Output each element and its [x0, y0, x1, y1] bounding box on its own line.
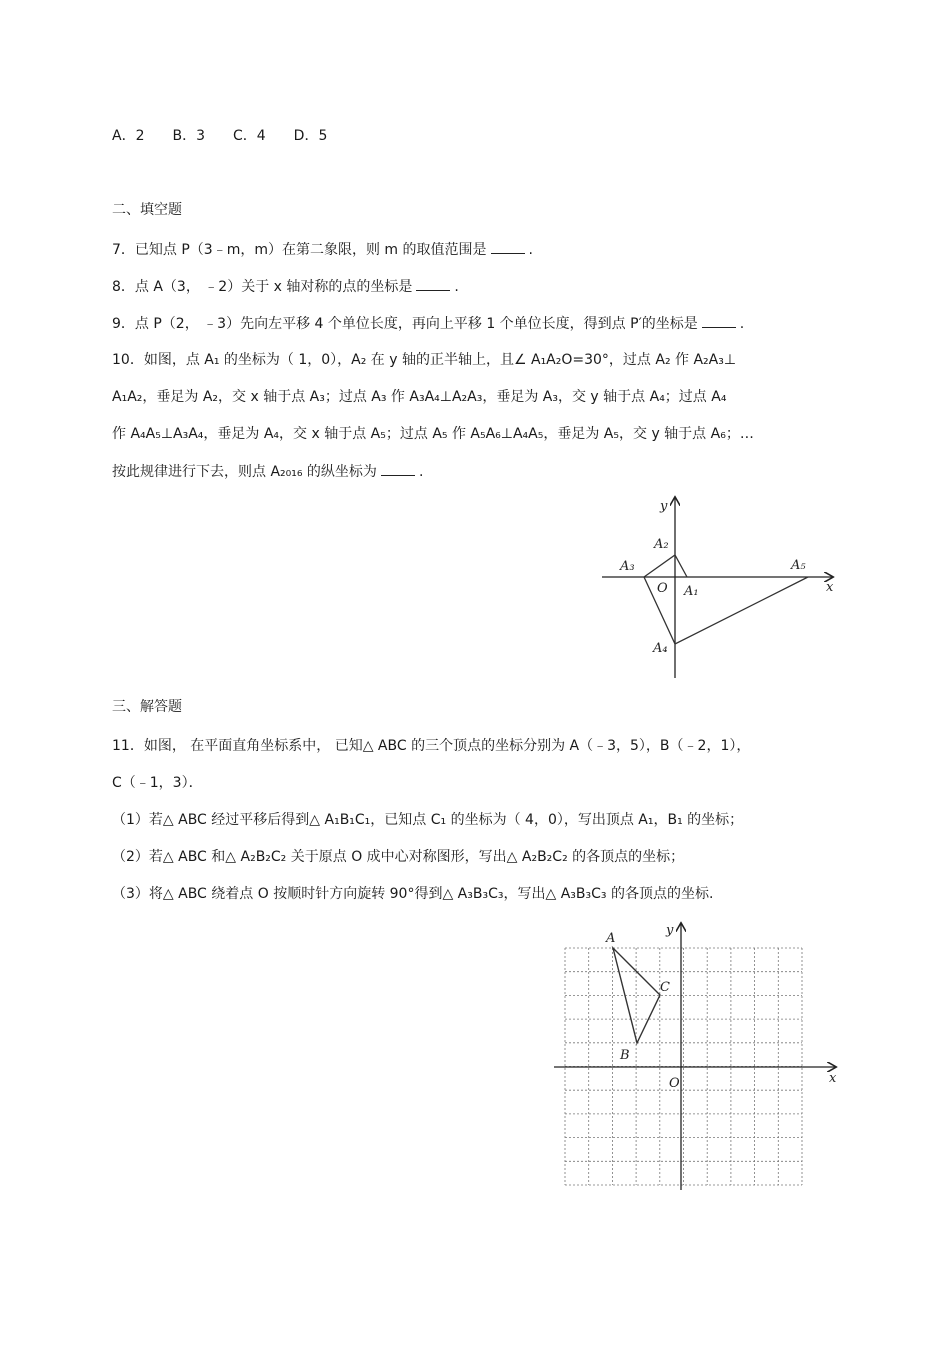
segment-a3-a4-a5	[644, 577, 808, 644]
answer-blank	[416, 276, 450, 291]
q6-options: A．2 B．3 C．4 D．5	[112, 128, 328, 144]
figure-11-grid	[550, 920, 845, 1195]
segment-a3-a2-a1	[644, 555, 687, 577]
x-axis-label: x	[829, 1071, 837, 1086]
question-7-text: 7．已知点 P（3﹣m，m）在第二象限，则 m 的取值范围是	[112, 242, 487, 258]
label-b: B	[620, 1048, 630, 1063]
question-9	[112, 313, 744, 334]
answer-blank	[381, 461, 415, 476]
section-title-answer: 三、解答题	[112, 699, 182, 715]
question-9-text: 9．点 P（2， ﹣3）先向左平移 4 个单位长度，再向上平移 1 个单位长度，得到点 P′的坐标是	[112, 316, 698, 332]
question-11-part-1: （1）若△ ABC 经过平移后得到△ A₁B₁C₁，已知点 C₁ 的坐标为（ 4，0），写出顶点 A₁，B₁ 的坐标；	[112, 812, 744, 828]
question-10-line-3: 作 A₄A₅⊥A₃A₄，垂足为 A₄，交 x 轴于点 A₅；过点 A₅ 作 A₅A₆⊥A₄A₅，垂足为 A₅，交 y 轴于点 A₆；…	[112, 426, 754, 442]
question-11-line-2: C（﹣1，3）．	[112, 775, 203, 791]
question-8-text: 8．点 A（3， ﹣2）关于 x 轴对称的点的坐标是	[112, 279, 413, 295]
label-a5: A₅	[791, 558, 806, 573]
question-9-end: .	[739, 316, 745, 332]
question-10-text: 按此规律进行下去，则点 A₂₀₁₆ 的纵坐标为	[112, 464, 377, 480]
y-axis-label: y	[660, 499, 668, 514]
question-10-end: .	[418, 464, 424, 480]
label-a1: A₁	[684, 584, 699, 599]
question-11-line-1: 11．如图， 在平面直角坐标系中， 已知△ ABC 的三个顶点的坐标分别为 A（﹣3，5），B（﹣2，1），	[112, 738, 751, 754]
label-a: A	[606, 931, 616, 946]
origin-label: O	[657, 581, 668, 596]
label-a3: A₃	[620, 559, 635, 574]
question-7	[112, 239, 533, 260]
question-10-line-2: A₁A₂，垂足为 A₂，交 x 轴于点 A₃；过点 A₃ 作 A₃A₄⊥A₂A₃，垂足为 A₃，交 y 轴于点 A₄；过点 A₄	[112, 389, 727, 405]
question-10-line-4	[112, 461, 423, 482]
question-11-part-3: （3）将△ ABC 绕着点 O 按顺时针方向旋转 90°得到△ A₃B₃C₃，写出△ A₃B₃C₃ 的各顶点的坐标.	[112, 886, 714, 902]
answer-blank	[702, 313, 736, 328]
origin-label: O	[669, 1076, 680, 1091]
answer-blank	[491, 239, 525, 254]
section-title-fill-blank: 二、填空题	[112, 202, 182, 218]
label-c: C	[660, 980, 670, 995]
question-8-end: .	[454, 279, 459, 295]
x-axis-label: x	[826, 580, 834, 595]
y-axis-label: y	[666, 923, 674, 938]
label-a4: A₄	[653, 641, 668, 656]
question-11-part-2: （2）若△ ABC 和△ A₂B₂C₂ 关于原点 O 成中心对称图形，写出△ A₂B₂C₂ 的各顶点的坐标；	[112, 849, 685, 865]
label-a2: A₂	[654, 537, 669, 552]
figure-10-diagram	[600, 492, 840, 682]
question-7-end: .	[528, 242, 533, 258]
question-10-line-1: 10．如图，点 A₁ 的坐标为（ 1，0），A₂ 在 y 轴的正半轴上，且∠ A₁A₂O=30°，过点 A₂ 作 A₂A₃⊥	[112, 352, 737, 368]
question-8	[112, 276, 459, 297]
